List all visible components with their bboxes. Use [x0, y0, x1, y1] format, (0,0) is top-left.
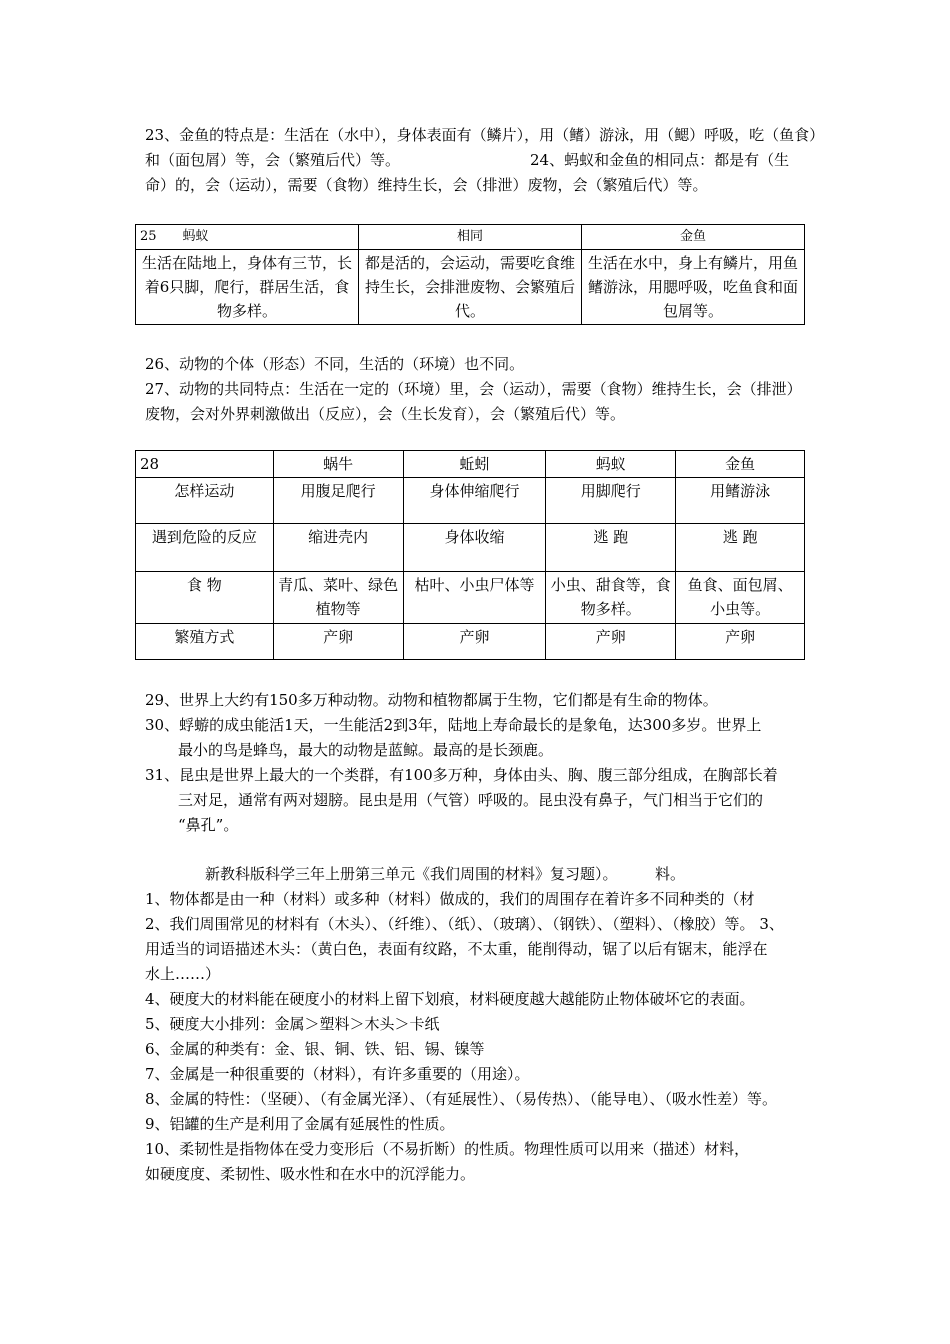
- item-27-line1: 27、动物的共同特点：生活在一定的（环境）里，会（运动），需要（食物）维持生长，会（排泄）: [145, 380, 802, 398]
- table-header-cell: 相同: [359, 225, 582, 250]
- table-cell: 用鳍游泳: [676, 478, 805, 524]
- table-header-cell: 金鱼: [582, 225, 805, 250]
- unit3-item-10b: 如硬度度、柔韧性、吸水性和在水中的沉浮能力。: [145, 1165, 476, 1183]
- table-cell: 逃 跑: [546, 524, 676, 572]
- item-23-line1: 23、金鱼的特点是：生活在（水中），身体表面有（鳞片），用（鳍）游泳，用（鳃）呼吸，吃（鱼食）: [145, 126, 825, 144]
- table-cell: 身体收缩: [403, 524, 546, 572]
- table-row: [136, 478, 805, 524]
- unit3-item-10: 10、柔韧性是指物体在受力变形后（不易折断）的性质。物理性质可以用来（描述）材料，: [145, 1140, 750, 1158]
- unit3-item-9: 9、铝罐的生产是利用了金属有延展性的性质。: [145, 1115, 455, 1133]
- table-cell: 身体伸缩爬行: [403, 478, 546, 524]
- table-cell: 鱼食、面包屑、小虫等。: [676, 572, 805, 624]
- table-cell: 繁殖方式: [136, 624, 274, 660]
- unit3-item-7: 7、金属是一种很重要的（材料），有许多重要的（用途）。: [145, 1065, 530, 1083]
- unit3-item-4: 4、硬度大的材料能在硬度小的材料上留下划痕，材料硬度越大越能防止物体破坏它的表面。: [145, 990, 755, 1008]
- table-cell: 枯叶、小虫尸体等: [403, 572, 546, 624]
- item-27-line2: 废物，会对外界刺激做出（反应），会（生长发育），会（繁殖后代）等。: [145, 405, 626, 423]
- table-cell: 生活在水中，身上有鳞片，用鱼鳍游泳，用腮呼吸，吃鱼食和面包屑等。: [582, 250, 805, 325]
- table-header-cell: 金鱼: [676, 451, 805, 478]
- unit3-item-3: 用适当的词语描述木头：（黄白色，表面有纹路，不太重，能削得动，锯了以后有锯末，能浮在: [145, 940, 768, 958]
- table-cell: 食 物: [136, 572, 274, 624]
- unit3-item-6: 6、金属的种类有：金、银、铜、铁、铝、锡、镍等: [145, 1040, 485, 1058]
- unit3-item-2: 2、我们周围常见的材料有（木头）、（纤维）、（纸）、（玻璃）、（钢铁）、（塑料）、（橡胶）等。 3、: [145, 915, 784, 933]
- table-header-cell: 蜗牛: [273, 451, 403, 478]
- table-cell: 都是活的，会运动，需要吃食维持生长，会排泄废物、会繁殖后代。: [359, 250, 582, 325]
- table-header-row: [136, 451, 805, 478]
- table-header-cell: 蚯蚓: [403, 451, 546, 478]
- item-31-line3: “鼻孔”。: [178, 816, 239, 834]
- table-cell: 用腹足爬行: [273, 478, 403, 524]
- item-29: 29、世界上大约有150多万种动物。动物和植物都属于生物，它们都是有生命的物体。: [145, 691, 718, 709]
- unit3-item-3b: 水上……）: [145, 965, 221, 983]
- item-24-line1: 24、蚂蚁和金鱼的相同点：都是有（生: [530, 151, 790, 169]
- table-row: [136, 572, 805, 624]
- table-header-row: [136, 225, 805, 250]
- table-cell: 青瓜、菜叶、绿色植物等: [273, 572, 403, 624]
- item-31-line2: 三对足，通常有两对翅膀。昆虫是用（气管）呼吸的。昆虫没有鼻子，气门相当于它们的: [178, 791, 764, 809]
- table-header-cell: 蚂蚁: [546, 451, 676, 478]
- unit3-title: 新教科版科学三年上册第三单元《我们周围的材料》复习题）。 料。: [205, 865, 686, 883]
- comparison-table-25: [135, 224, 805, 325]
- table-cell: 怎样运动: [136, 478, 274, 524]
- item-30-line1: 30、蜉蝣的成虫能活1天，一生能活2到3年，陆地上寿命最长的是象龟，达300多岁。世界上: [145, 716, 762, 734]
- table-row: [136, 624, 805, 660]
- table-row: [136, 524, 805, 572]
- table-row: [136, 250, 805, 325]
- table-header-cell: 25 蚂蚁: [136, 225, 359, 250]
- item-30-line2: 最小的鸟是蜂鸟，最大的动物是蓝鲸。最高的是长颈鹿。: [178, 741, 554, 759]
- table-cell: 用脚爬行: [546, 478, 676, 524]
- item-26: 26、动物的个体（形态）不同，生活的（环境）也不同。: [145, 355, 525, 373]
- animal-table-28: [135, 450, 805, 660]
- unit3-item-5: 5、硬度大小排列：金属＞塑料＞木头＞卡纸: [145, 1015, 440, 1033]
- unit3-item-8: 8、金属的特性：（坚硬）、（有金属光泽）、（有延展性）、（易传热）、（能导电）、（吸水性差）等。: [145, 1090, 778, 1108]
- table-cell: 缩进壳内: [273, 524, 403, 572]
- table-cell: 产卵: [546, 624, 676, 660]
- table-cell: 遇到危险的反应: [136, 524, 274, 572]
- table-header-cell: 28: [136, 451, 274, 478]
- item-24-line2: 命）的，会（运动），需要（食物）维持生长，会（排泄）废物，会（繁殖后代）等。: [145, 176, 708, 194]
- unit3-item-1: 1、物体都是由一种（材料）或多种（材料）做成的，我们的周围存在着许多不同种类的（材: [145, 890, 755, 908]
- table-cell: 产卵: [403, 624, 546, 660]
- item-23-line2: 和（面包屑）等，会（繁殖后代）等。: [145, 151, 401, 169]
- table-cell: 逃 跑: [676, 524, 805, 572]
- table-cell: 生活在陆地上，身体有三节，长着6只脚，爬行，群居生活，食物多样。: [136, 250, 359, 325]
- item-31-line1: 31、昆虫是世界上最大的一个类群，有100多万种，身体由头、胸、腹三部分组成，在胸部长着: [145, 766, 778, 784]
- table-cell: 产卵: [273, 624, 403, 660]
- table-cell: 产卵: [676, 624, 805, 660]
- table-cell: 小虫、甜食等，食物多样。: [546, 572, 676, 624]
